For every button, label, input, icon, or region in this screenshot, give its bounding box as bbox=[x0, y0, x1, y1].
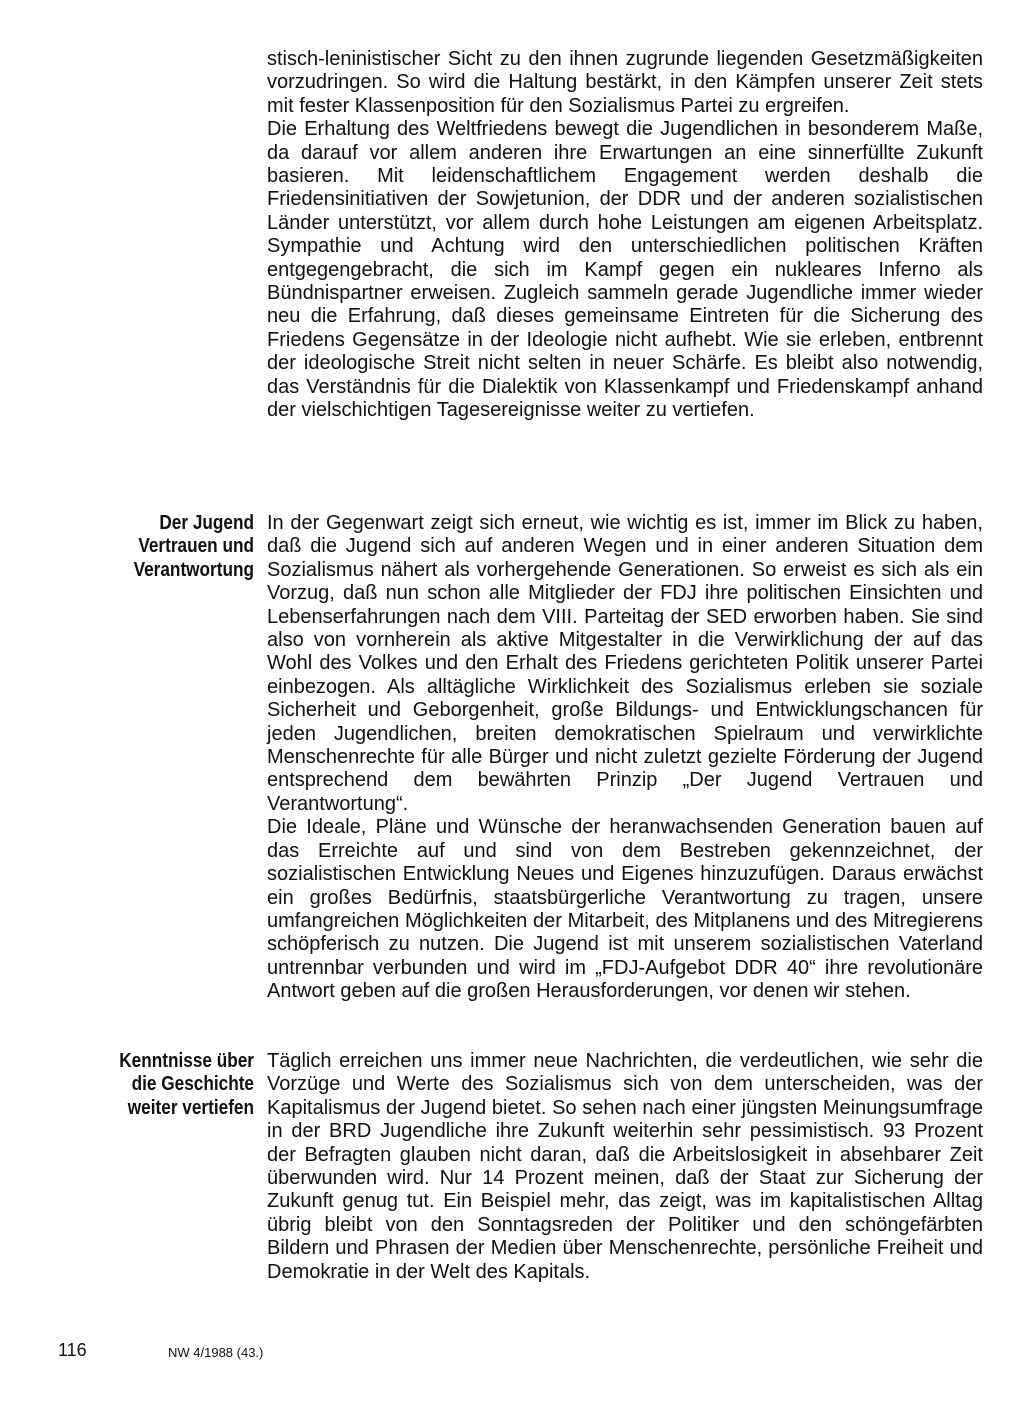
heading-line: Vertrauen und bbox=[138, 535, 254, 558]
paragraph: In der Gegenwart zeigt sich erneut, wie wichtig es ist, immer im Blick zu haben, daß die Jugend sich auf anderen Wegen und in einer anderen Situation dem Sozialismus nähert als vorhergehende Generationen. So erweist es sich als ein Vorzug, daß nun schon alle Mitglieder der FDJ ihre politischen Einsichten und Lebenserfahrungen nach dem VIII. Parteitag der SED erworben haben. Sie sind also von vornherein als aktive Mitgestalter in die Verwirklichung der auf das Wohl des Volkes und den Erhalt des Friedens gerichteten Politik unserer Partei einbezogen. Als alltägliche Wirklichkeit des Sozialismus erleben sie soziale Sicherheit und Geborgenheit, große Bildungs- und Entwicklungschancen für jeden Jugendlichen, breiten demokratischen Spielraum und verwirklichte Menschenrechte für alle Bürger und nicht zuletzt gezielte Förderung der Jugend entsprechend dem bewährten Prinzip „Der Jugend Vertrauen und Verantwortung“. bbox=[267, 512, 983, 815]
margin-heading-kenntnisse bbox=[116, 1050, 254, 1120]
paragraph: Täglich erreichen uns immer neue Nachrichten, die verdeutlichen, wie sehr die Vorzüge und Werte des Sozialismus sich von dem unterscheiden, was der Kapitalismus der Jugend bietet. So sehen nach einer jüngsten Meinungsumfrage in der BRD Jugendliche ihre Zukunft weiterhin sehr pessimistisch. 93 Prozent der Befragten glauben nicht daran, daß die Arbeitslosigkeit in absehbarer Zeit überwunden wird. Nur 14 Prozent meinen, daß der Staat zur Sicherung der Zukunft genug tut. Ein Beispiel mehr, das zeigt, was im kapitalistischen Alltag übrig bleibt von den Sonntagsreden der Politiker und den schöngefärbten Bildern und Phrasen der Medien über Menschenrechte, persönliche Freiheit und Demokratie in der Welt des Kapitals. bbox=[267, 1050, 983, 1283]
margin-heading-jugend bbox=[116, 512, 254, 582]
heading-line: die Geschichte bbox=[131, 1073, 254, 1096]
paragraph: Die Erhaltung des Weltfriedens bewegt die Jugendlichen in besonderem Maße, da darauf vor allem anderen ihre Erwartungen an eine sinnerfüllte Zukunft basieren. Mit leidenschaftlichem Engagement werden deshalb die Friedensinitiativen der Sowjetunion, der DDR und der anderen sozialistischen Länder unterstützt, vor allem durch hohe Leistungen am eigenen Arbeitsplatz. Sympathie und Achtung wird den unterschiedlichen politischen Kräften entgegengebracht, die sich im Kampf gegen ein nukleares Inferno als Bündnispartner erweisen. Zugleich sammeln gerade Jugendliche immer wieder neu die Erfahrung, daß dieses gemeinsame Eintreten für die Sicherung des Friedens Gegensätze in der Ideologie nicht aufhebt. Wie sie erleben, entbrennt der ideologische Streit nicht selten in neuer Schärfe. Es bleibt also notwendig, das Verständnis für die Dialektik von Klassenkampf und Friedenskampf anhand der vielschichtigen Tagesereignisse weiter zu vertiefen. bbox=[267, 118, 983, 422]
issue-reference: NW 4/1988 (43.) bbox=[168, 1345, 264, 1360]
heading-line: Der Jugend bbox=[159, 512, 254, 534]
heading-line: weiter vertiefen bbox=[127, 1096, 254, 1119]
continuation-section bbox=[267, 48, 983, 423]
paragraph: Die Ideale, Pläne und Wünsche der heranwachsenden Generation bauen auf das Erreichte auf und sind von dem Bestreben gekennzeichnet, der sozialistischen Entwicklung Neues und Eigenes hinzuzufügen. Daraus erwächst ein großes Bedürfnis, staatsbürgerliche Verantwortung zu tragen, unsere umfangreichen Möglichkeiten der Mitarbeit, des Mitplanens und des Mitregierens schöpferisch zu nutzen. Die Jugend ist mit unserem sozialistischen Vaterland untrennbar verbunden und wird im „FDJ-Aufgebot DDR 40“ ihre revolutionäre Antwort geben auf die großen Herausforderungen, vor denen wir stehen. bbox=[267, 816, 983, 1003]
page-number: 116 bbox=[58, 1340, 87, 1360]
kenntnisse-section bbox=[267, 1050, 983, 1284]
heading-line: Verantwortung bbox=[133, 558, 254, 581]
heading-line: Kenntnisse über bbox=[119, 1050, 254, 1072]
jugend-section bbox=[267, 512, 983, 1004]
paragraph: stisch-leninistischer Sicht zu den ihnen zugrunde liegenden Gesetzmäßigkeiten vorzudringen. So wird die Haltung bestärkt, in den Kämpfen unserer Zeit stets mit fester Klassenposition für den Sozialismus Partei zu ergreifen. bbox=[267, 48, 983, 117]
